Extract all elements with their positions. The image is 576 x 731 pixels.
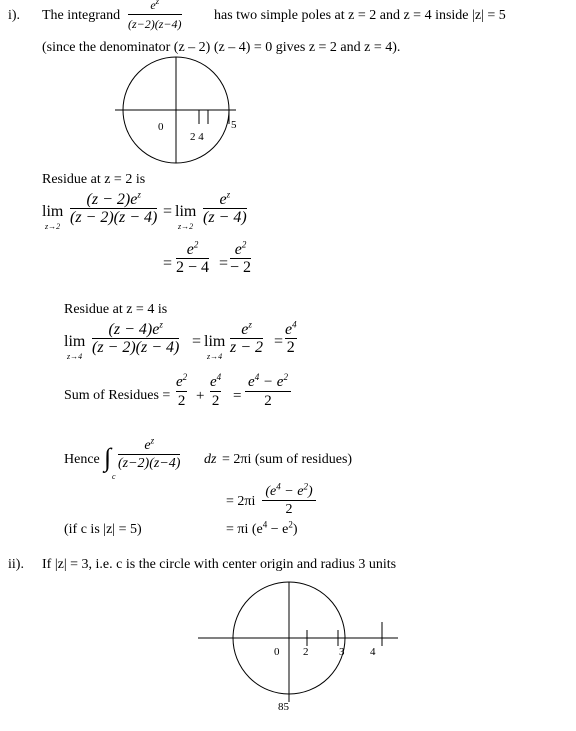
- poles-text: has two simple poles at z = 2 and z = 4 inside |z| = 5: [214, 8, 506, 23]
- final-result: = πi $(e^4 - e^2)$: [226, 519, 298, 537]
- fig2-zero-label: 0: [274, 646, 280, 658]
- sum-frac-b: $e^4$ 2: [210, 372, 222, 409]
- residue-2-frac-2: $e^z$ (z − 4): [203, 189, 247, 226]
- hence-integrand: $e^z$ (z−2)(z−4): [118, 435, 181, 471]
- fig2-two-label: 2: [303, 646, 309, 658]
- item-label-i: i).: [8, 8, 21, 23]
- hence-line2-pre: = 2πi: [226, 494, 256, 509]
- residue-2-eq-2: =: [163, 255, 173, 272]
- denominator-note: (since the denominator (z – 2) (z – 4) = 0 gives z = 2 and z = 4).: [42, 40, 401, 55]
- hence-line2-frac: $(e^4 - e^2)$ 2: [262, 484, 316, 518]
- residue-2-frac-4: $e^2$ − 2: [230, 239, 252, 276]
- integral-sign: ∫: [104, 443, 112, 472]
- fig2-four-label: 4: [370, 646, 376, 658]
- fig1-zero-label: 0: [158, 121, 164, 133]
- residue-4-lim-2: lim: [204, 333, 226, 350]
- residue-4-eq-1: =: [192, 333, 202, 350]
- hence-rhs: = 2πi (sum of residues): [222, 452, 353, 467]
- sum-frac-a: $e^2$ 2: [176, 372, 188, 409]
- integral-sub: c: [112, 472, 116, 481]
- residue-2-lim-sub: z→2: [45, 222, 61, 231]
- residue-4-frac-2: $e^z$ z − 2: [230, 319, 264, 356]
- residue-2-frac-3: $e^2$ 2 − 4: [176, 239, 210, 276]
- fig2-three-label: 3: [339, 646, 345, 658]
- residue-2-frac-1: $(z - 2)e^z$ (z − 2)(z − 4): [70, 189, 158, 226]
- sum-label: Sum of Residues =: [64, 388, 171, 403]
- part-ii-text: If |z| = 3, i.e. c is the circle with center origin and radius 3 units: [42, 557, 397, 572]
- item-label-ii: ii).: [8, 557, 24, 572]
- sum-plus: +: [196, 388, 205, 404]
- condition-note: (if c is |z| = 5): [64, 522, 142, 537]
- fig1-two-four-label: 2 4: [190, 131, 204, 143]
- fig1-five-label: 5: [231, 119, 237, 131]
- residue-2-lim: lim: [42, 203, 64, 220]
- integrand-fraction: $e^z$ (z−2)(z−4): [128, 0, 182, 31]
- residue-4-heading: Residue at z = 4 is: [64, 302, 168, 317]
- residue-2-eq-3: =: [219, 255, 229, 272]
- hence-label: Hence: [64, 452, 100, 467]
- residue-4-eq-2: =: [274, 333, 284, 350]
- residue-2-heading: Residue at z = 2 is: [42, 172, 146, 187]
- intro-text: The integrand: [42, 8, 121, 23]
- residue-4-lim-sub: z→4: [67, 352, 83, 361]
- residue-2-lim-2: lim: [175, 203, 197, 220]
- residue-2-lim-sub-2: z→2: [178, 222, 194, 231]
- residue-4-lim: lim: [64, 333, 86, 350]
- page-number: 85: [278, 701, 289, 713]
- residue-2-eq-1: =: [163, 203, 173, 220]
- sum-eq: =: [233, 388, 242, 404]
- hence-dz: dz: [204, 452, 217, 467]
- residue-4-frac-1: $(z - 4)e^z$ (z − 2)(z − 4): [92, 319, 180, 356]
- sum-frac-c: $e^4 - e^2$ 2: [245, 375, 291, 409]
- residue-4-lim-sub-2: z→4: [207, 352, 223, 361]
- residue-4-frac-3: $e^4$ 2: [285, 319, 297, 356]
